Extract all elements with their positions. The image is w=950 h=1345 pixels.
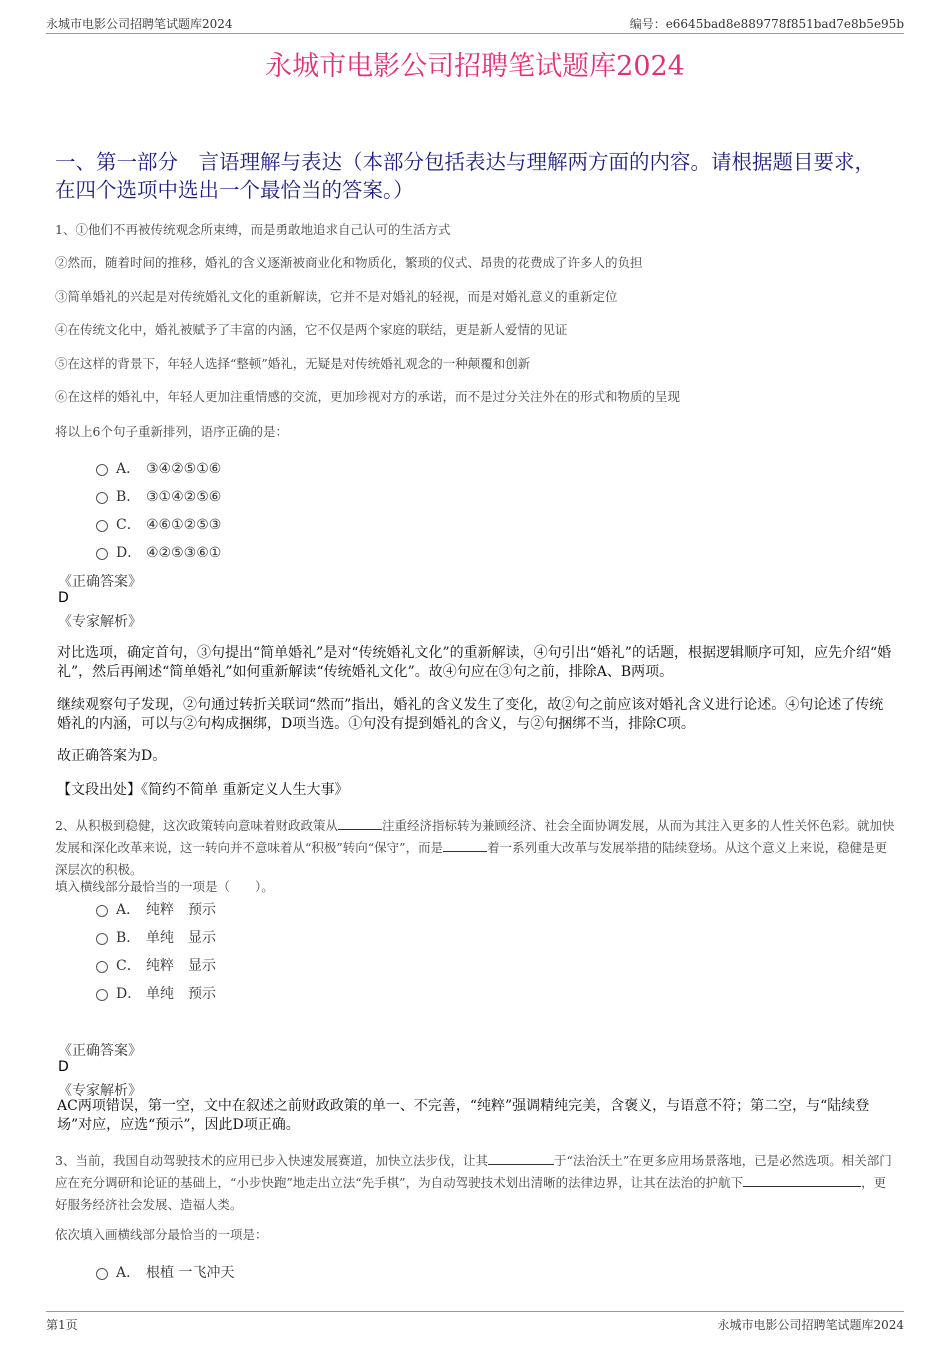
- radio-icon[interactable]: [96, 1268, 108, 1280]
- q1-analysis-paragraph: 对比选项，确定首句，③句提出“简单婚礼”是对“传统婚礼文化”的重新解读，④句引出“婚礼”的话题，根据逻辑顺序可知，应先介绍“婚礼”，然后再阐述“简单婚礼”如何重新解读“传统婚礼文化”。故④句应在③句之前，排除A、B两项。: [57, 645, 892, 680]
- header-doc-title: 永城市电影公司招聘笔试题库2024: [46, 17, 233, 31]
- q2-answer-label: 《正确答案》: [58, 1043, 142, 1059]
- q1-analysis-label: 《专家解析》: [58, 614, 142, 630]
- q1-line: ③简单婚礼的兴起是对传统婚礼文化的重新解读，它并不是对婚礼的轻视，而是对婚礼意义的重新定位: [55, 289, 618, 304]
- page-header: [46, 13, 904, 34]
- q1-line: ⑥在这样的婚礼中，年轻人更加注重情感的交流，更加珍视对方的承诺，而不是过分关注外在的形式和物质的呈现: [55, 389, 681, 404]
- radio-icon[interactable]: [96, 961, 108, 973]
- footer-page-number: 第1页: [46, 1318, 78, 1332]
- page-title: 永城市电影公司招聘笔试题库2024: [265, 51, 685, 82]
- q1-analysis-paragraph: 继续观察句子发现，②句通过转折关联词“然而”指出，婚礼的含义发生了变化，故②句之前应该对婚礼含义进行论述。④句论述了传统婚礼的内涵，可以与②句构成捆绑，D项当选。①句没有提到婚礼的含义，与②句捆绑不当，排除C项。: [57, 697, 884, 732]
- q1-answer: D: [58, 590, 69, 606]
- q2-option-c[interactable]: C． 纯粹 显示: [96, 955, 216, 975]
- section-heading: 一、第一部分 言语理解与表达（本部分包括表达与理解两方面的内容。请根据题目要求，在四个选项中选出一个最恰当的答案。）: [55, 150, 875, 202]
- q1-option-b[interactable]: B． ③①④②⑤⑥: [96, 486, 221, 506]
- radio-icon[interactable]: [96, 520, 108, 532]
- q1-line: ④在传统文化中，婚礼被赋予了丰富的内涵，它不仅是两个家庭的联结，更是新人爱情的见证: [55, 322, 568, 337]
- fill-blank: [443, 839, 487, 852]
- q1-analysis-conclusion: 故正确答案为D。: [57, 748, 167, 764]
- q1-line: 1、①他们不再被传统观念所束缚，而是勇敢地追求自己认可的生活方式: [55, 222, 451, 237]
- q2-option-d[interactable]: D． 单纯 预示: [96, 983, 216, 1003]
- radio-icon[interactable]: [96, 989, 108, 1001]
- q1-option-a[interactable]: A． ③④②⑤①⑥: [96, 458, 221, 478]
- q1-line: ⑤在这样的背景下，年轻人选择“整顿”婚礼，无疑是对传统婚礼观念的一种颠覆和创新: [55, 356, 531, 371]
- fill-blank: [743, 1174, 861, 1187]
- radio-icon[interactable]: [96, 492, 108, 504]
- q1-answer-label: 《正确答案》: [58, 574, 142, 590]
- radio-icon[interactable]: [96, 464, 108, 476]
- page-footer: [46, 1311, 904, 1334]
- q2-prompt: 填入横线部分最恰当的一项是（ ）。: [55, 879, 274, 894]
- q2-answer: D: [58, 1059, 69, 1075]
- q1-option-c[interactable]: C． ④⑥①②⑤③: [96, 514, 221, 534]
- q1-source: 【文段出处】《简约不简单 重新定义人生大事》: [57, 782, 349, 798]
- q3-option-a[interactable]: A． 根植 一飞冲天: [96, 1262, 234, 1282]
- footer-doc-title: 永城市电影公司招聘笔试题库2024: [717, 1318, 904, 1332]
- q2-analysis: AC两项错误，第一空，文中在叙述之前财政政策的单一、不完善，“纯粹”强调精纯完美，含褒义，与语意不符；第二空，与“陆续登场”对应，应选“预示”，因此D项正确。: [57, 1098, 870, 1133]
- fill-blank: [488, 1152, 554, 1165]
- header-doc-id: 编号：e6645bad8e889778f851bad7e8b5e95b: [629, 17, 904, 31]
- q1-prompt: 将以上6个句子重新排列，语序正确的是：: [55, 424, 288, 439]
- q2-option-b[interactable]: B． 单纯 显示: [96, 927, 216, 947]
- radio-icon[interactable]: [96, 905, 108, 917]
- q1-line: ②然而，随着时间的推移，婚礼的含义逐渐被商业化和物质化，繁琐的仪式、昂贵的花费成了许多人的负担: [55, 255, 643, 270]
- radio-icon[interactable]: [96, 548, 108, 560]
- q2-option-a[interactable]: A． 纯粹 预示: [96, 899, 216, 919]
- q2-stem: 2、从积极到稳健，这次政策转向意味着财政政策从 注重经济指标转为兼顾经济、社会全面协调发展，从而为其注入更多的人性关怀色彩。就加快发展和深化改革来说，这一转向并不意味着从“积极”转向“保守”，而是 着一系列重大改革与发展举措的陆续登场。从这个意义上来说，稳健是更深层次的积极。: [55, 818, 895, 877]
- fill-blank: [338, 817, 382, 830]
- q2-analysis-label: 《专家解析》: [58, 1083, 142, 1099]
- q3-stem: 3、当前，我国自动驾驶技术的应用已步入快速发展赛道，加快立法步伐，让其 于“法治沃土”在更多应用场景落地，已是必然选项。相关部门应在充分调研和论证的基础上，“小步快跑”地走出立法“先手棋”，为自动驾驶技术划出清晰的法律边界，让其在法治的护航下 ，更好服务经济社会发展、造福人类。: [55, 1153, 892, 1212]
- q3-prompt: 依次填入画横线部分最恰当的一项是：: [55, 1227, 268, 1242]
- radio-icon[interactable]: [96, 933, 108, 945]
- q1-option-d[interactable]: D． ④②⑤③⑥①: [96, 542, 221, 562]
